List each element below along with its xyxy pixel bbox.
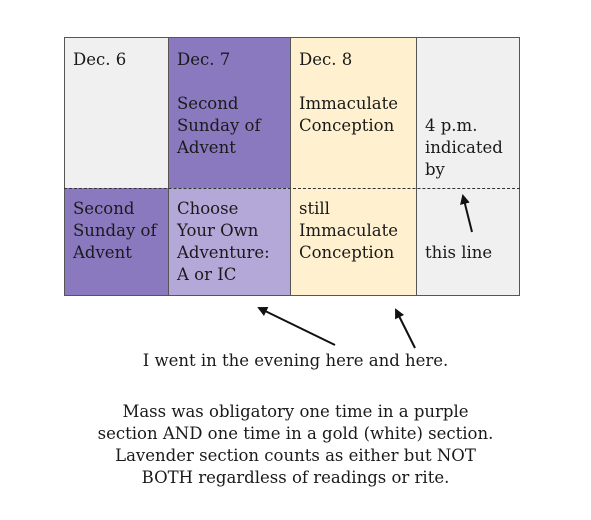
cell-text-line: Immaculate: [299, 221, 399, 240]
cell-dec8-evening: [290, 188, 416, 296]
note-line: section AND one time in a gold (white) section.: [97, 424, 494, 443]
cell-text-line: by: [425, 160, 445, 179]
cell-legend-top: [416, 37, 520, 188]
note-line: Lavender section counts as either but NOT: [115, 446, 476, 465]
date-label-dec6: Dec. 6: [73, 50, 127, 69]
cell-text-line: Second: [177, 94, 239, 113]
cell-text-line: Immaculate: [299, 94, 399, 113]
cell-text-line: A or IC: [177, 265, 237, 284]
cell-dec7-evening: [168, 188, 290, 296]
cell-text-line: Sunday of: [73, 221, 157, 240]
column-divider: [290, 37, 291, 296]
cell-dec6-evening: [64, 188, 168, 296]
annotation-caption: [0, 350, 591, 372]
cell-text-line: indicated: [425, 138, 503, 157]
note-line: Mass was obligatory one time in a purple: [122, 402, 469, 421]
cell-dec7-afternoon: [168, 37, 290, 188]
cell-text-line: Your Own: [177, 221, 259, 240]
cell-text-line: Conception: [299, 243, 395, 262]
arrow-to-gold: [396, 310, 415, 348]
cell-text-line: Advent: [177, 138, 236, 157]
cell-text-line: 4 p.m.: [425, 116, 478, 135]
cell-text-line: Advent: [73, 243, 132, 262]
column-divider: [168, 37, 169, 296]
cell-dec8-afternoon: [290, 37, 416, 188]
column-divider: [416, 37, 417, 296]
cell-text-line: still: [299, 199, 330, 218]
cell-text-line: Choose: [177, 199, 239, 218]
note-line: BOTH regardless of readings or rite.: [141, 468, 450, 487]
cell-legend-bottom: [416, 188, 520, 296]
cell-dec6-afternoon: [64, 37, 168, 188]
cell-text-line: this line: [425, 243, 493, 262]
cell-text-line: Sunday of: [177, 116, 261, 135]
cell-text-line: Second: [73, 199, 135, 218]
date-label-dec7: Dec. 7: [177, 50, 231, 69]
cell-text-line: Conception: [299, 116, 395, 135]
arrow-to-lavender: [259, 308, 335, 345]
explanation-note: [0, 401, 591, 489]
four-pm-dashed-line: [64, 188, 520, 189]
cell-text-line: Adventure:: [177, 243, 270, 262]
date-label-dec8: Dec. 8: [299, 50, 353, 69]
annotation-text: I went in the evening here and here.: [142, 351, 449, 370]
